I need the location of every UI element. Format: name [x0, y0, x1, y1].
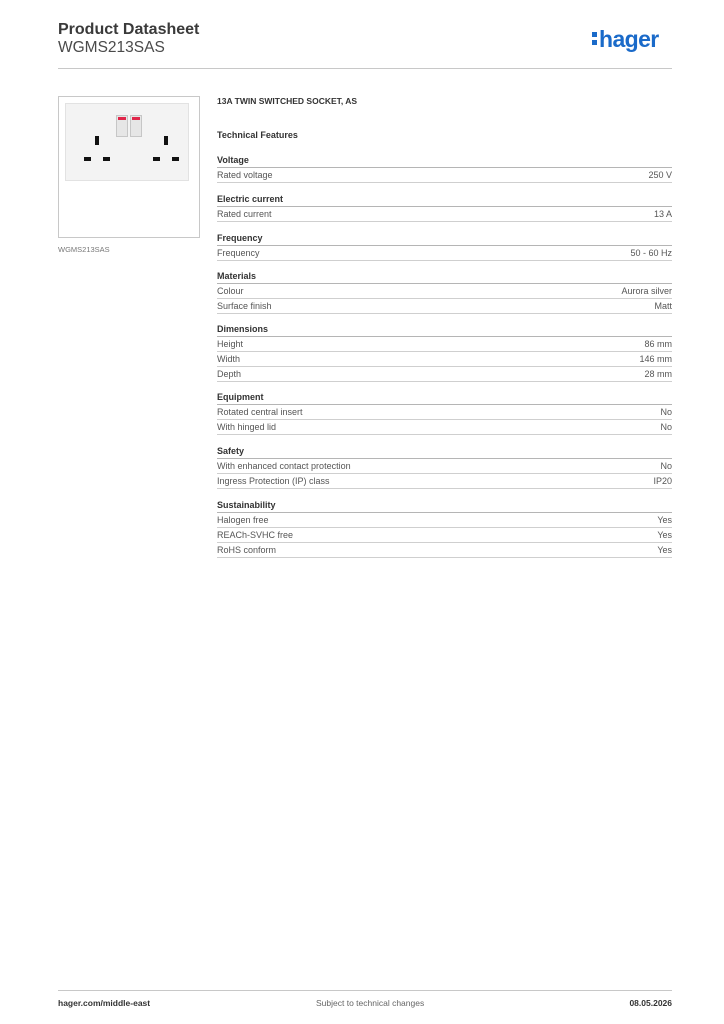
section-dimensions — [217, 324, 672, 382]
spec-row — [217, 420, 672, 435]
product-name: 13A TWIN SWITCHED SOCKET, AS — [217, 96, 358, 106]
spec-label: Rated voltage — [217, 170, 273, 180]
section-title: Sustainability — [217, 500, 672, 513]
spec-value: Matt — [654, 301, 672, 311]
footer-date: 08.05.2026 — [629, 998, 672, 1008]
spec-label: REACh-SVHC free — [217, 530, 294, 540]
spec-value: 86 mm — [644, 339, 672, 349]
spec-row — [217, 543, 672, 558]
hager-logo — [592, 28, 659, 51]
left-live-pin-icon — [84, 157, 91, 161]
spec-label: Colour — [217, 286, 244, 296]
spec-value: Yes — [657, 545, 672, 555]
spec-value: Yes — [657, 515, 672, 525]
section-title: Electric current — [217, 194, 672, 207]
spec-label: Ingress Protection (IP) class — [217, 476, 330, 486]
spec-row — [217, 459, 672, 474]
image-caption: WGMS213SAS — [58, 245, 110, 254]
spec-label: With hinged lid — [217, 422, 277, 432]
spec-value: Aurora silver — [621, 286, 672, 296]
footer-website-link[interactable]: hager.com/middle-east — [58, 998, 151, 1008]
header-divider — [58, 68, 672, 69]
spec-value: Yes — [657, 530, 672, 540]
spec-row — [217, 474, 672, 489]
spec-value: 28 mm — [644, 369, 672, 379]
section-title: Materials — [217, 271, 672, 284]
section-safety — [217, 446, 672, 489]
spec-row — [217, 367, 672, 382]
product-code: WGMS213SAS — [58, 39, 165, 56]
footer-notice: Subject to technical changes — [316, 998, 425, 1008]
spec-label: Height — [217, 339, 244, 349]
spec-row — [217, 405, 672, 420]
right-neutral-pin-icon — [172, 157, 179, 161]
spec-row — [217, 299, 672, 314]
section-equipment — [217, 392, 672, 435]
logo-text: hager — [599, 26, 659, 52]
spec-value: 13 A — [653, 209, 672, 219]
section-title: Dimensions — [217, 324, 672, 337]
spec-row — [217, 352, 672, 367]
left-earth-pin-icon — [95, 136, 99, 145]
spec-value: 146 mm — [639, 354, 672, 364]
section-sustainability — [217, 500, 672, 558]
socket-plate-illustration — [65, 103, 189, 181]
section-electric-current — [217, 194, 672, 222]
technical-features-heading: Technical Features — [217, 130, 298, 140]
footer-divider — [58, 990, 672, 991]
spec-label: Width — [217, 354, 241, 364]
spec-label: RoHS conform — [217, 545, 277, 555]
spec-label: With enhanced contact protection — [217, 461, 351, 471]
spec-label: Frequency — [217, 248, 260, 258]
right-live-pin-icon — [153, 157, 160, 161]
spec-row — [217, 513, 672, 528]
spec-value: No — [660, 461, 672, 471]
left-switch-icon — [116, 115, 128, 137]
spec-value: 250 V — [648, 170, 672, 180]
section-frequency — [217, 233, 672, 261]
spec-value: 50 - 60 Hz — [630, 248, 672, 258]
section-title: Equipment — [217, 392, 672, 405]
left-neutral-pin-icon — [103, 157, 110, 161]
right-switch-icon — [130, 115, 142, 137]
spec-label: Rated current — [217, 209, 272, 219]
spec-value: No — [660, 422, 672, 432]
section-title: Voltage — [217, 155, 672, 168]
spec-label: Rotated central insert — [217, 407, 303, 417]
spec-row — [217, 246, 672, 261]
product-image — [58, 96, 200, 238]
spec-row — [217, 337, 672, 352]
spec-value: IP20 — [653, 476, 672, 486]
spec-label: Depth — [217, 369, 242, 379]
spec-row — [217, 168, 672, 183]
spec-row — [217, 284, 672, 299]
spec-label: Halogen free — [217, 515, 269, 525]
section-voltage — [217, 155, 672, 183]
section-materials — [217, 271, 672, 314]
section-title: Safety — [217, 446, 672, 459]
page-title: Product Datasheet — [58, 21, 200, 38]
spec-row — [217, 528, 672, 543]
logo-colon-icon — [592, 32, 597, 46]
right-earth-pin-icon — [164, 136, 168, 145]
section-title: Frequency — [217, 233, 672, 246]
spec-value: No — [660, 407, 672, 417]
spec-row — [217, 207, 672, 222]
spec-label: Surface finish — [217, 301, 272, 311]
